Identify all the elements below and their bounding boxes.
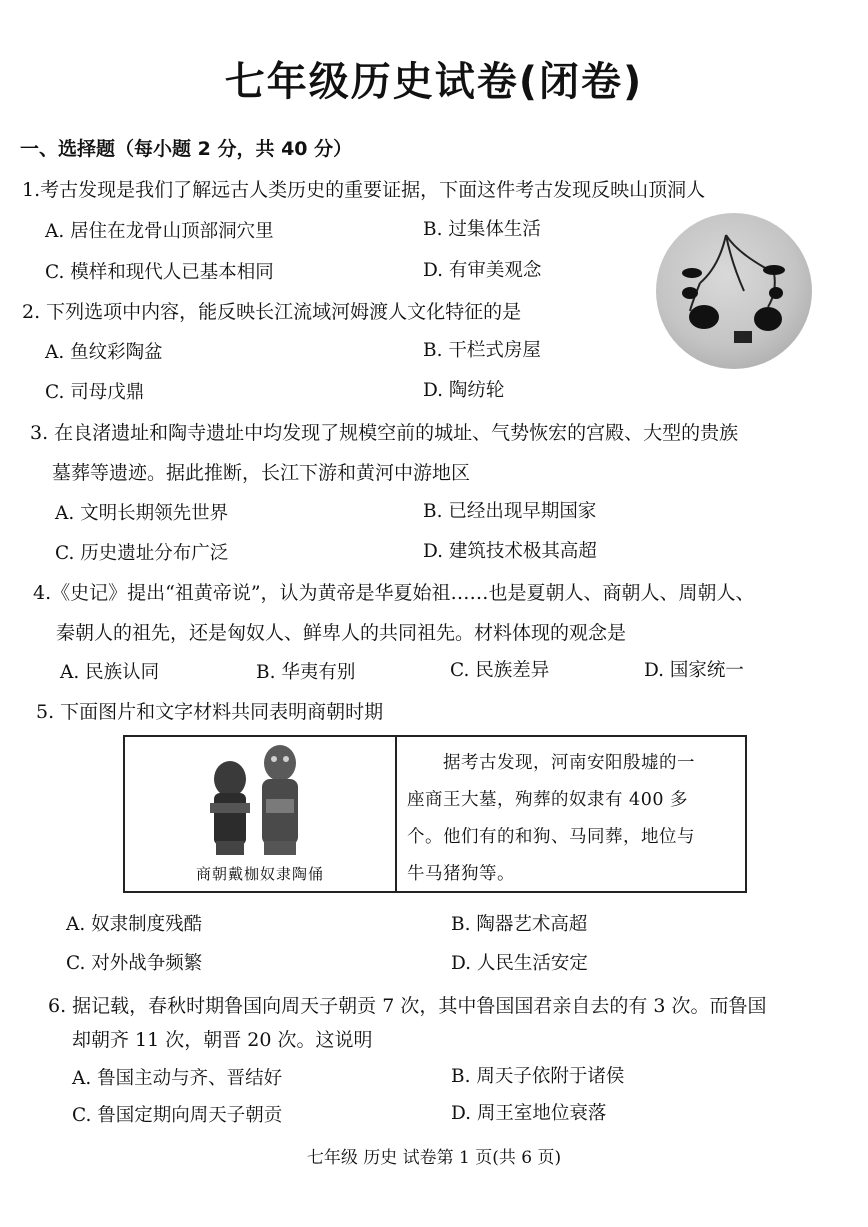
q2-option-c[interactable]: C. 司母戊鼎 [45,382,145,403]
q6-option-a[interactable]: A. 鲁国主动与齐、晋结好 [72,1068,283,1089]
material-line-1: 据考古发现，河南安阳殷墟的一 [443,753,695,773]
q2-option-d[interactable]: D. 陶纺轮 [423,380,505,401]
material-text [407,745,737,893]
q4-option-c[interactable]: C. 民族差异 [450,660,550,681]
pottery-figurines-image [125,737,395,891]
figurines-icon [200,741,320,861]
q6-option-c[interactable]: C. 鲁国定期向周天子朝贡 [72,1105,283,1126]
question-6-stem-line2: 却朝齐 11 次，朝晋 20 次。这说明 [72,1029,373,1051]
material-line-4: 牛马猪狗等。 [407,864,515,884]
question-6-stem-line1: 6. 据记载，春秋时期鲁国向周天子朝贡 7 次，其中鲁国国君亲自去的有 3 次。而鲁国 [48,995,767,1017]
q3-option-d[interactable]: D. 建筑技术极其高超 [423,541,597,562]
box-divider [395,737,397,891]
q6-option-d[interactable]: D. 周王室地位衰落 [451,1103,607,1124]
question-2-stem: 2. 下列选项中内容，能反映长江流域河姆渡人文化特征的是 [22,301,522,323]
question-4-stem-line2: 秦朝人的祖先，还是匈奴人、鲜卑人的共同祖先。材料体现的观念是 [56,622,627,644]
question-5-stem: 5. 下面图片和文字材料共同表明商朝时期 [36,701,384,723]
question-3-stem-line2: 墓葬等遗迹。据此推断，长江下游和黄河中游地区 [52,462,471,484]
q3-option-a[interactable]: A. 文明长期领先世界 [55,503,229,524]
q1-option-d[interactable]: D. 有审美观念 [423,260,542,281]
q1-option-b[interactable]: B. 过集体生活 [423,219,541,240]
q4-option-a[interactable]: A. 民族认同 [60,662,160,683]
q3-option-b[interactable]: B. 已经出现早期国家 [423,501,597,522]
q2-option-b[interactable]: B. 干栏式房屋 [423,340,541,361]
page-footer: 七年级 历史 试卷第 1 页(共 6 页) [306,1148,562,1168]
q5-option-b[interactable]: B. 陶器艺术高超 [451,914,588,935]
section-heading: 一、选择题（每小题 2 分，共 40 分） [20,138,353,160]
material-line-2: 座商王大墓，殉葬的奴隶有 400 多 [407,790,689,810]
q2-option-a[interactable]: A. 鱼纹彩陶盆 [45,342,163,363]
q5-option-d[interactable]: D. 人民生活安定 [451,953,588,974]
question-3-stem-line1: 3. 在良渚遗址和陶寺遗址中均发现了规模空前的城址、气势恢宏的宫殿、大型的贵族 [30,422,739,444]
q1-option-c[interactable]: C. 模样和现代人已基本相同 [45,262,274,283]
q3-option-c[interactable]: C. 历史遗址分布广泛 [55,543,229,564]
q6-option-b[interactable]: B. 周天子依附于诸侯 [451,1066,625,1087]
shell-ornament-image [656,213,812,369]
page-title: 七年级历史试卷(闭卷) [224,59,644,105]
perforated-ornament-icon [656,213,812,369]
q4-option-d[interactable]: D. 国家统一 [644,660,744,681]
q5-option-a[interactable]: A. 奴隶制度残酷 [66,914,203,935]
material-line-3: 个。他们有的和狗、马同葬，地位与 [407,827,695,847]
q4-option-b[interactable]: B. 华夷有别 [256,662,356,683]
figure-caption: 商朝戴枷奴隶陶俑 [195,865,324,883]
question-1-stem: 1.考古发现是我们了解远古人类历史的重要证据，下面这件考古发现反映山顶洞人 [22,179,706,201]
material-box [123,735,747,893]
q5-option-c[interactable]: C. 对外战争频繁 [66,953,203,974]
q1-option-a[interactable]: A. 居住在龙骨山顶部洞穴里 [45,221,274,242]
question-4-stem-line1: 4.《史记》提出“祖黄帝说”，认为黄帝是华夏始祖……也是夏朝人、商朝人、周朝人、 [33,582,755,604]
